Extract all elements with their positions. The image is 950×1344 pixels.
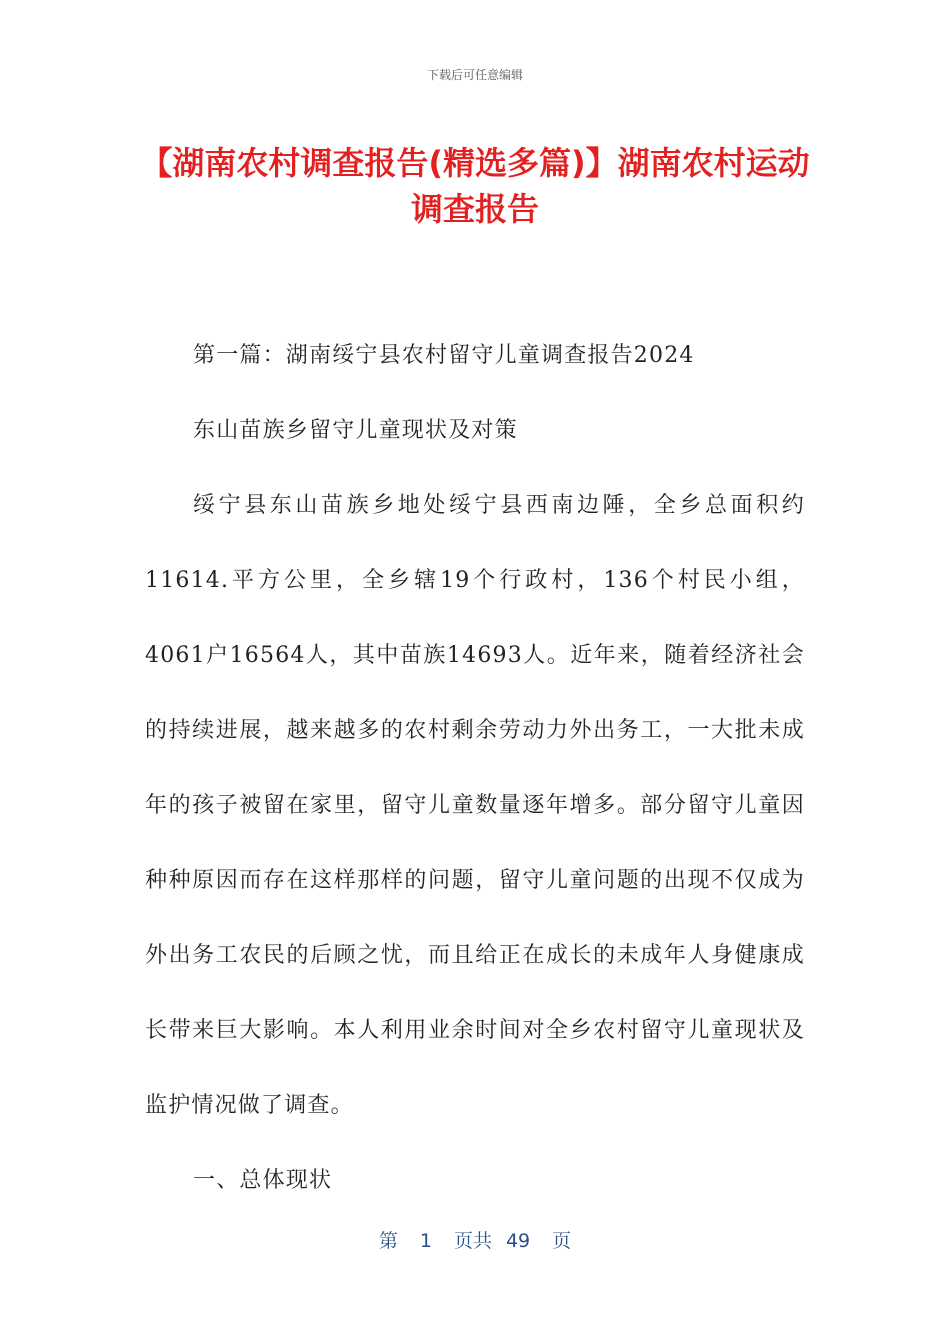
footer-suffix: 页: [552, 1230, 572, 1252]
page-footer: [0, 1226, 950, 1253]
document-body: [145, 318, 805, 1218]
footer-middle: 页共: [453, 1230, 492, 1252]
document-title: 【湖南农村调查报告(精选多篇)】湖南农村运动调查报告: [140, 144, 810, 228]
header-note: 下载后可任意编辑: [426, 68, 523, 82]
total-page-count: 49: [505, 1230, 531, 1252]
body-paragraph: 绥宁县东山苗族乡地处绥宁县西南边陲，全乡总面积约11614.平方公里，全乡辖19个行政村，136个村民小组，4061户16564人，其中苗族14693人。近年来，随着经济社会的持续进展，越来越多的农村剩余劳动力外出务工，一大批未成年的孩子被留在家里，留守儿童数量逐年增多。部分留守儿童因种种原因而存在这样那样的问题，留守儿童问题的出现不仅成为外出务工农民的后顾之忧，而且给正在成长的未成年人身健康成长带来巨大影响。本人利用业余时间对全乡农村留守儿童现状及监护情况做了调查。: [145, 493, 805, 1118]
section-heading: 第一篇：湖南绥宁县农村留守儿童调查报告2024: [193, 343, 695, 368]
subtitle: 东山苗族乡留守儿童现状及对策: [193, 418, 518, 443]
section-heading: 一、总体现状: [193, 1168, 333, 1193]
current-page-number: 1: [419, 1230, 432, 1252]
footer-prefix: 第: [378, 1230, 398, 1252]
